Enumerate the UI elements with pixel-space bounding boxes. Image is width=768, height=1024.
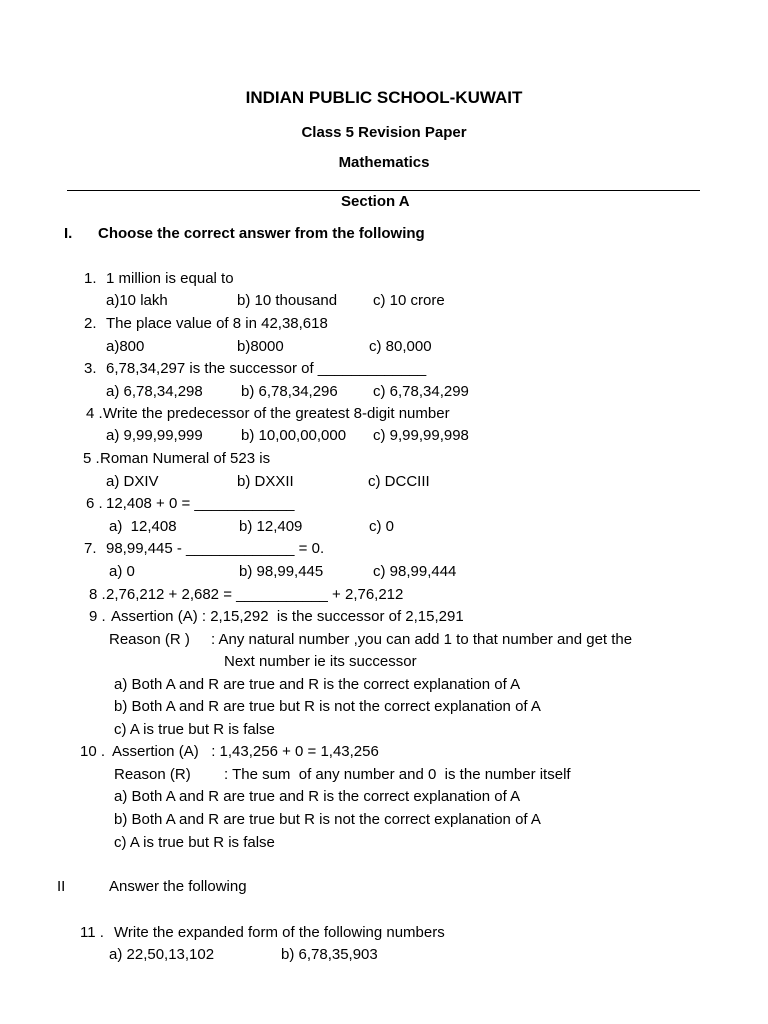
option-a: a) 0 <box>109 563 135 580</box>
question-number: 1. <box>84 270 97 287</box>
option-c: c) DCCIII <box>368 473 430 490</box>
section-title: Section A <box>341 193 410 210</box>
question-text: The place value of 8 in 42,38,618 <box>106 315 328 332</box>
reason-text: : Any natural number ,you can add 1 to that number and get the <box>211 631 633 648</box>
option-b: b) 10 thousand <box>237 292 338 309</box>
question-text: Write the predecessor of the greatest 8-digit number <box>103 405 450 422</box>
option-c: c) 10 crore <box>373 292 445 309</box>
option-c: c) 0 <box>369 518 395 535</box>
option-b: b) 98,99,445 <box>239 563 324 580</box>
option-a: a) 22,50,13,102 <box>109 946 215 963</box>
question-number: 7. <box>84 540 97 557</box>
option-a: a) Both A and R are true and R is the correct explanation of A <box>114 788 521 805</box>
option-b: b) DXXII <box>237 473 294 490</box>
question-number: 6 . <box>86 495 103 512</box>
option-c: c) 9,99,99,998 <box>373 427 469 444</box>
option-c: c) 6,78,34,299 <box>373 383 469 400</box>
subject-title: Mathematics <box>338 154 430 171</box>
option-a: a) Both A and R are true and R is the correct explanation of A <box>114 676 521 693</box>
reason-label: Reason (R) <box>114 766 191 783</box>
question-text: 12,408 + 0 = ____________ <box>106 495 295 512</box>
reason-label: Reason (R ) <box>109 631 190 648</box>
option-c: c) 98,99,444 <box>373 563 457 580</box>
question-number: 8 . <box>89 586 106 603</box>
option-a: a)10 lakh <box>106 292 168 309</box>
option-a: a) DXIV <box>106 473 159 490</box>
question-text: Write the expanded form of the following numbers <box>114 924 445 941</box>
school-name: INDIAN PUBLIC SCHOOL-KUWAIT <box>245 88 523 107</box>
option-b: b) 6,78,35,903 <box>281 946 378 963</box>
option-a: a)800 <box>106 338 145 355</box>
reason-text-continued: Next number ie its successor <box>224 653 417 670</box>
part1-title: Choose the correct answer from the following <box>98 225 425 242</box>
option-b: b) 6,78,34,296 <box>241 383 338 400</box>
question-number: 10 . <box>80 743 106 760</box>
part2-number: II <box>57 878 66 895</box>
question-text: 2,76,212 + 2,682 = ___________ + 2,76,212 <box>106 586 404 603</box>
question-number: 11 . <box>80 924 104 941</box>
question-text: Roman Numeral of 523 is <box>100 450 271 467</box>
reason-text: : The sum of any number and 0 is the number itself <box>224 766 571 783</box>
option-b: b) Both A and R are true but R is not the correct explanation of A <box>114 698 541 715</box>
question-number: 5 . <box>83 450 100 467</box>
option-c: c) 80,000 <box>369 338 432 355</box>
header-divider <box>67 190 700 191</box>
question-number: 9 . <box>89 608 106 625</box>
option-a: a) 12,408 <box>109 518 177 535</box>
part1-number: I. <box>64 225 73 242</box>
option-b: b)8000 <box>237 338 284 355</box>
question-number: 4 . <box>86 405 103 422</box>
question-number: 2. <box>84 315 97 332</box>
paper-title: Class 5 Revision Paper <box>301 124 467 141</box>
part2-title: Answer the following <box>109 878 247 895</box>
question-text: 1 million is equal to <box>106 270 234 287</box>
option-b: b) 12,409 <box>239 518 303 535</box>
assertion-text: Assertion (A) : 2,15,292 is the successor of 2,15,291 <box>111 608 464 625</box>
option-c: c) A is true but R is false <box>114 721 275 738</box>
option-c: c) A is true but R is false <box>114 834 275 851</box>
question-number: 3. <box>84 360 97 377</box>
option-a: a) 9,99,99,999 <box>106 427 203 444</box>
question-text: 6,78,34,297 is the successor of _____________ <box>106 360 427 377</box>
option-b: b) 10,00,00,000 <box>241 427 347 444</box>
assertion-text: Assertion (A) : 1,43,256 + 0 = 1,43,256 <box>112 743 379 760</box>
question-text: 98,99,445 - _____________ = 0. <box>106 540 325 557</box>
option-b: b) Both A and R are true but R is not the correct explanation of A <box>114 811 541 828</box>
option-a: a) 6,78,34,298 <box>106 383 203 400</box>
